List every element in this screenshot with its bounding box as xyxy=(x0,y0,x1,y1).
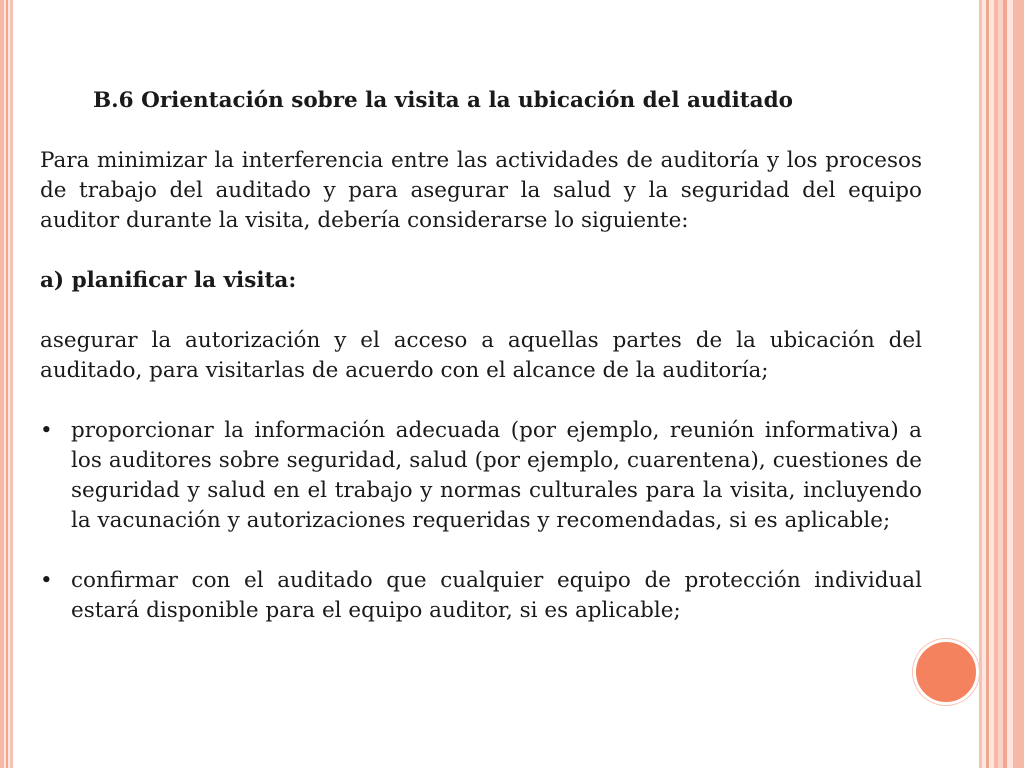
bullet-marker: • xyxy=(40,568,53,593)
bullet-item xyxy=(40,566,922,626)
right-border-stripe xyxy=(1013,0,1024,768)
access-paragraph: asegurar la autorización y el acceso a aquellas partes de la ubicación del auditado, para visitarlas de acuerdo con el alcance de la auditoría; xyxy=(40,328,922,383)
bullet-text: confirmar con el auditado que cualquier equipo de protección individual estará disponible para el equipo auditor, si es aplicable; xyxy=(71,568,922,623)
left-border-stripe xyxy=(10,0,13,768)
section-a-heading: a) planificar la visita: xyxy=(40,268,297,293)
slide-content xyxy=(40,86,922,656)
bullet-marker: • xyxy=(40,418,53,443)
slide-title: B.6 Orientación sobre la visita a la ubicación del auditado xyxy=(93,88,793,113)
bullet-item xyxy=(40,416,922,536)
intro-paragraph: Para minimizar la interferencia entre las actividades de auditoría y los procesos de trabajo del auditado y para asegurar la salud y la seguridad del equipo auditor durante la visita, debería considerarse lo siguiente: xyxy=(40,148,922,233)
bullet-text: proporcionar la información adecuada (por ejemplo, reunión informativa) a los auditores sobre seguridad, salud (por ejemplo, cuarentena), cuestiones de seguridad y salud en el trabajo y normas culturales para la visita, incluyendo la vacunación y autorizaciones requeridas y recomendadas, si es aplicable; xyxy=(71,418,922,533)
decorative-circle xyxy=(913,639,979,705)
